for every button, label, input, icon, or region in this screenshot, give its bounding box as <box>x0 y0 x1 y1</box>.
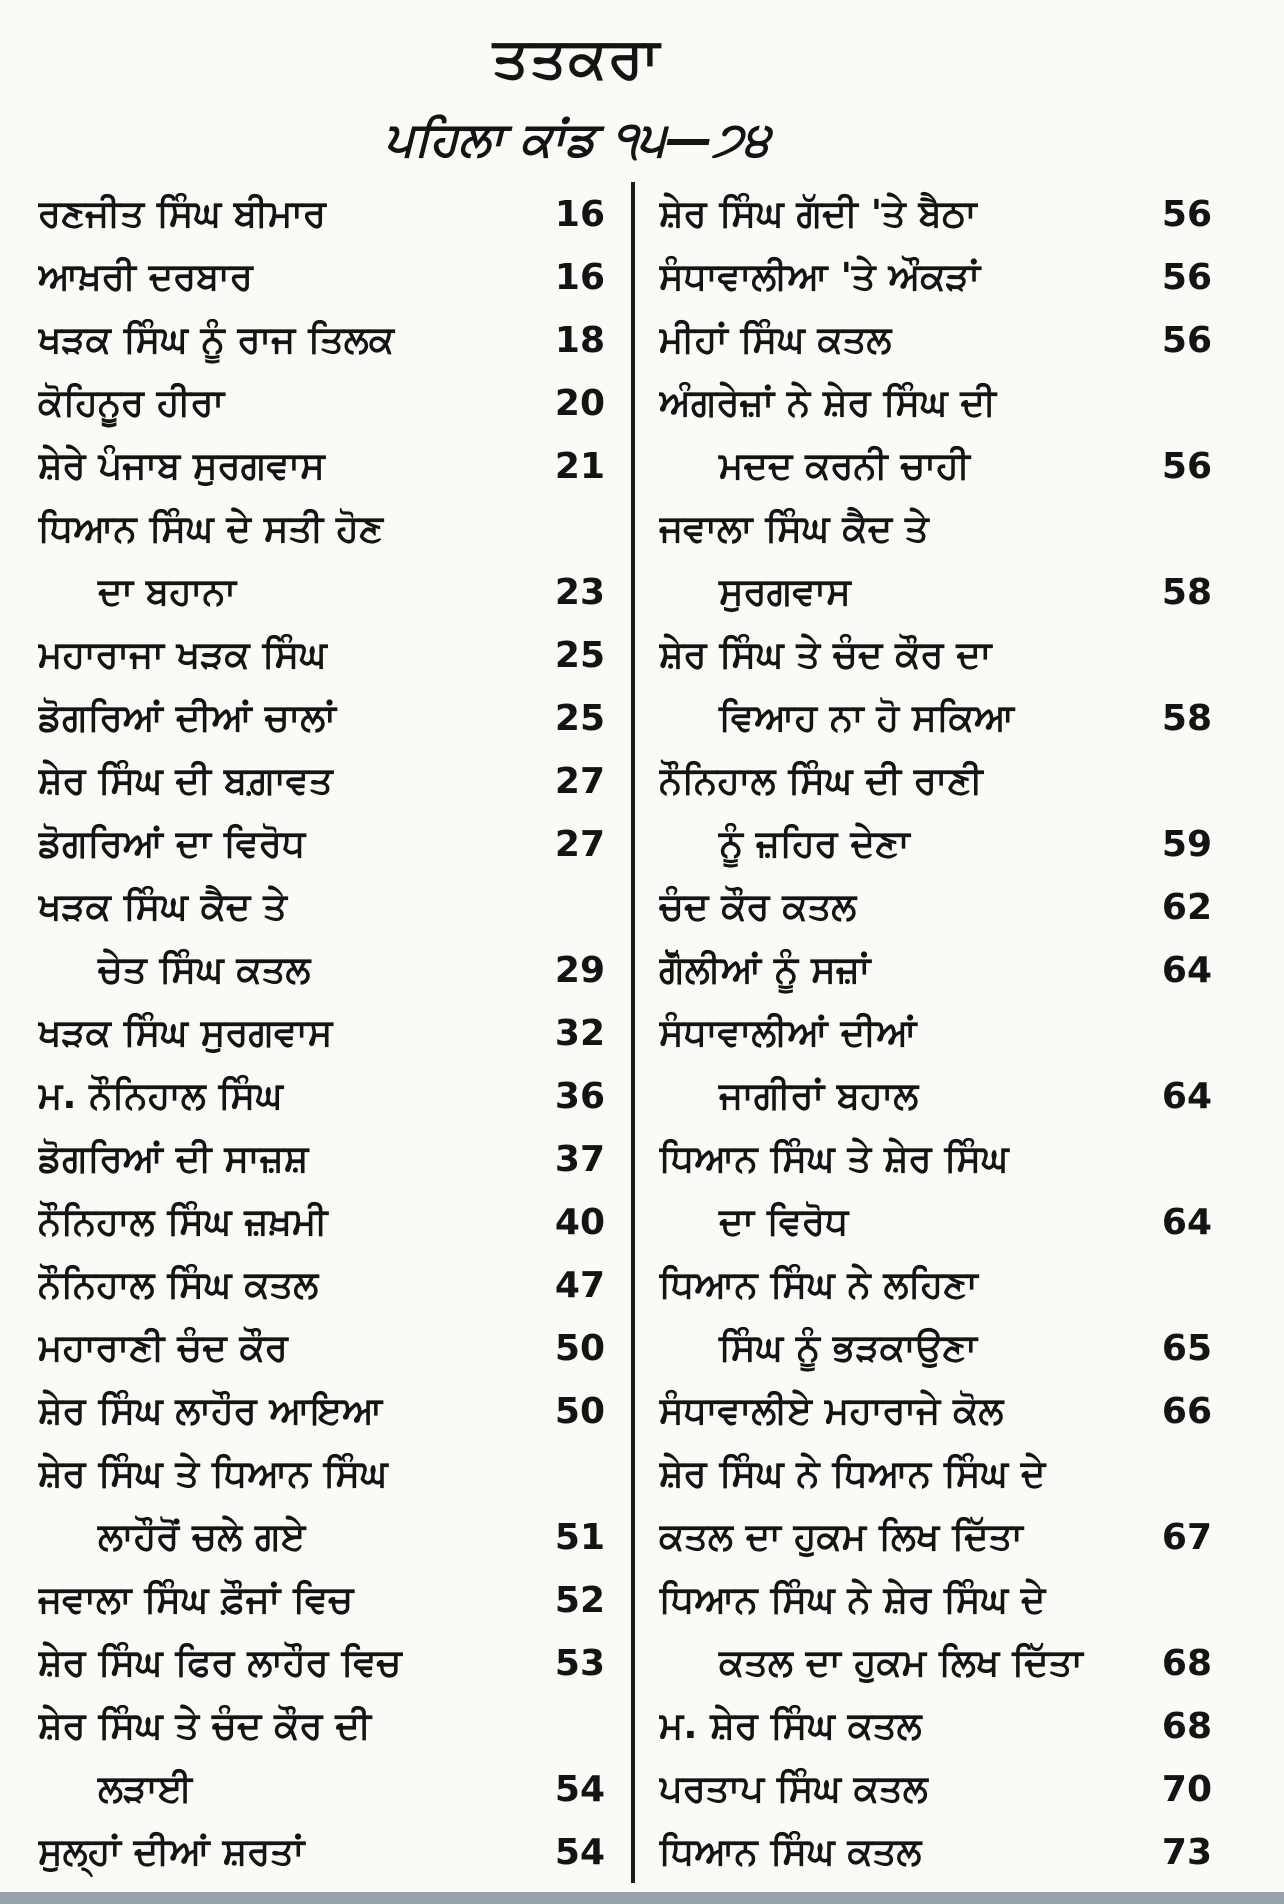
toc-entry-page: 37 <box>554 1139 605 1180</box>
toc-entry-line <box>659 875 1212 938</box>
toc-entry-title: ਜਾਗੀਰਾਂ ਬਹਾਲ <box>719 1074 919 1117</box>
toc-entry-line <box>38 245 605 308</box>
toc-entry-line <box>38 308 605 371</box>
toc-entry-page: 56 <box>1161 194 1212 235</box>
toc-entry-line <box>38 1505 605 1568</box>
page-subtitle: ਪਹਿਲਾ ਕਾਂਡ ੧੫—੭੪ <box>384 112 770 167</box>
toc-entry-page: 59 <box>1161 824 1212 865</box>
toc-entry-title: ਧਿਆਨ ਸਿੰਘ ਨੇ ਸ਼ੇਰ ਸਿੰਘ ਦੇ <box>659 1578 1046 1621</box>
toc-entry-title: ਸਿੰਘ ਨੂੰ ਭੜਕਾਉਣਾ <box>719 1326 977 1369</box>
toc-entry-line <box>659 1757 1212 1820</box>
toc-columns <box>0 182 1284 1883</box>
toc-entry-title: ਪਰਤਾਪ ਸਿੰਘ ਕਤਲ <box>659 1767 928 1810</box>
toc-entry-page: 54 <box>554 1769 605 1810</box>
toc-entry-title: ਸ਼ੇਰ ਸਿੰਘ ਤੇ ਚੰਦ ਕੌਰ ਦੀ <box>38 1704 371 1747</box>
toc-entry-line <box>38 686 605 749</box>
toc-entry-page: 27 <box>554 761 605 802</box>
toc-entry-line <box>38 1757 605 1820</box>
toc-entry-line <box>659 245 1212 308</box>
toc-entry-title: ਮ. ਨੌਨਿਹਾਲ ਸਿੰਘ <box>38 1074 283 1117</box>
toc-entry-line <box>38 938 605 1001</box>
toc-entry-page: 68 <box>1161 1643 1212 1684</box>
toc-entry-page: 21 <box>554 446 605 487</box>
toc-entry-title: ਅੰਗਰੇਜ਼ਾਂ ਨੇ ਸ਼ੇਰ ਸਿੰਘ ਦੀ <box>659 381 997 424</box>
toc-entry-line <box>659 1127 1212 1190</box>
toc-entry-line <box>659 308 1212 371</box>
toc-entry-page: 58 <box>1161 698 1212 739</box>
toc-entry-line <box>659 182 1212 245</box>
toc-entry-title: ਦਾ ਬਹਾਨਾ <box>98 570 237 613</box>
toc-entry-title: ਸ਼ੇਰ ਸਿੰਘ ਤੇ ਚੰਦ ਕੌਰ ਦਾ <box>659 633 992 676</box>
toc-entry-line <box>659 1379 1212 1442</box>
toc-entry-line <box>38 812 605 875</box>
toc-entry-line <box>38 1820 605 1883</box>
toc-entry-page: 53 <box>554 1643 605 1684</box>
toc-entry-page: 66 <box>1161 1391 1212 1432</box>
toc-entry-page: 56 <box>1161 446 1212 487</box>
toc-entry-title: ਮਹਾਰਾਜਾ ਖੜਕ ਸਿੰਘ <box>38 633 327 676</box>
toc-entry-title: ਧਿਆਨ ਸਿੰਘ ਕਤਲ <box>659 1830 922 1873</box>
toc-entry-line <box>38 560 605 623</box>
toc-entry-title: ਸੰਧਾਵਾਲੀਆ 'ਤੇ ਔਕੜਾਂ <box>659 255 981 298</box>
toc-entry-title: ਜਵਾਲਾ ਸਿੰਘ ਫ਼ੌਜਾਂ ਵਿਚ <box>38 1578 354 1621</box>
toc-entry-title: ਕਤਲ ਦਾ ਹੁਕਮ ਲਿਖ ਦਿੱਤਾ <box>659 1515 1023 1558</box>
toc-entry-line <box>38 749 605 812</box>
toc-entry-title: ਸ਼ੇਰ ਸਿੰਘ ਦੀ ਬਗ਼ਾਵਤ <box>38 759 333 802</box>
toc-entry-title: ਲਾਹੌਰੋਂ ਚਲੇ ਗਏ <box>98 1515 306 1558</box>
toc-entry-title: ਆਖ਼ਰੀ ਦਰਬਾਰ <box>38 255 253 298</box>
toc-entry-title: ਡੋਗਰਿਆਂ ਦੀਆਂ ਚਾਲਾਂ <box>38 696 336 739</box>
toc-entry-page: 64 <box>1161 1076 1212 1117</box>
toc-entry-title: ਖੜਕ ਸਿੰਘ ਸੁਰਗਵਾਸ <box>38 1011 333 1054</box>
toc-entry-line <box>659 434 1212 497</box>
toc-entry-line <box>659 1631 1212 1694</box>
toc-entry-page: 56 <box>1161 257 1212 298</box>
toc-entry-title: ਜਵਾਲਾ ਸਿੰਘ ਕੈਦ ਤੇ <box>659 507 929 550</box>
toc-entry-page: 51 <box>554 1517 605 1558</box>
toc-entry-title: ਖੜਕ ਸਿੰਘ ਕੈਦ ਤੇ <box>38 885 287 928</box>
toc-entry-page: 50 <box>554 1391 605 1432</box>
toc-entry-title: ਖੜਕ ਸਿੰਘ ਨੂੰ ਰਾਜ ਤਿਲਕ <box>38 318 395 361</box>
toc-entry-line <box>38 1253 605 1316</box>
toc-entry-title: ਸੁਲ੍ਹਾਂ ਦੀਆਂ ਸ਼ਰਤਾਂ <box>38 1830 305 1873</box>
toc-entry-line <box>659 1505 1212 1568</box>
toc-entry-page: 16 <box>554 257 605 298</box>
toc-entry-page: 73 <box>1161 1832 1212 1873</box>
toc-entry-page: 50 <box>554 1328 605 1369</box>
toc-entry-title: ਚੇਤ ਸਿੰਘ ਕਤਲ <box>98 948 311 991</box>
toc-entry-title: ਧਿਆਨ ਸਿੰਘ ਦੇ ਸਤੀ ਹੋਣ <box>38 507 383 550</box>
toc-entry-page: 16 <box>554 194 605 235</box>
toc-entry-line <box>659 812 1212 875</box>
toc-entry-line <box>38 371 605 434</box>
toc-entry-line <box>38 1442 605 1505</box>
toc-entry-title: ਸ਼ੇਰ ਸਿੰਘ ਗੱਦੀ 'ਤੇ ਬੈਠਾ <box>659 192 977 235</box>
toc-entry-page: 70 <box>1161 1769 1212 1810</box>
toc-entry-line <box>38 1568 605 1631</box>
toc-entry-line <box>38 1001 605 1064</box>
toc-entry-line <box>659 686 1212 749</box>
toc-entry-page: 25 <box>554 635 605 676</box>
toc-entry-page: 67 <box>1161 1517 1212 1558</box>
toc-header <box>0 0 1284 168</box>
toc-entry-title: ਸ਼ੇਰੇ ਪੰਜਾਬ ਸੁਰਗਵਾਸ <box>38 444 325 487</box>
toc-entry-line <box>659 1190 1212 1253</box>
toc-entry-page: 18 <box>554 320 605 361</box>
toc-entry-title: ਗੋੱਲੀਆਂ ਨੂੰ ਸਜ਼ਾਂ <box>659 948 871 991</box>
toc-entry-line <box>659 938 1212 1001</box>
toc-entry-title: ਮਹਾਰਾਣੀ ਚੰਦ ਕੌਰ <box>38 1326 288 1369</box>
toc-entry-line <box>659 497 1212 560</box>
toc-entry-line <box>659 1694 1212 1757</box>
toc-entry-line <box>38 434 605 497</box>
toc-entry-line <box>659 749 1212 812</box>
toc-entry-title: ਨੌਨਿਹਾਲ ਸਿੰਘ ਕਤਲ <box>38 1263 319 1306</box>
toc-entry-page: 56 <box>1161 320 1212 361</box>
toc-entry-line <box>38 1694 605 1757</box>
toc-entry-line <box>38 623 605 686</box>
toc-entry-line <box>38 1379 605 1442</box>
toc-entry-line <box>38 182 605 245</box>
toc-entry-page: 64 <box>1161 950 1212 991</box>
toc-entry-page: 27 <box>554 824 605 865</box>
toc-entry-page: 68 <box>1161 1706 1212 1747</box>
toc-entry-page: 23 <box>554 572 605 613</box>
toc-column-left <box>0 182 631 1883</box>
toc-entry-title: ਸੰਧਾਵਾਲੀਆਂ ਦੀਆਂ <box>659 1011 917 1054</box>
page-bottom-edge <box>0 1892 1284 1904</box>
toc-entry-page: 47 <box>554 1265 605 1306</box>
toc-entry-title: ਚੰਦ ਕੌਰ ਕਤਲ <box>659 885 857 928</box>
toc-entry-page: 62 <box>1161 887 1212 928</box>
toc-entry-line <box>38 1316 605 1379</box>
toc-entry-page: 29 <box>554 950 605 991</box>
toc-entry-title: ਮ. ਸ਼ੇਰ ਸਿੰਘ ਕਤਲ <box>659 1704 922 1747</box>
toc-entry-title: ਸ਼ੇਰ ਸਿੰਘ ਲਾਹੌਰ ਆਇਆ <box>38 1389 383 1432</box>
toc-entry-line <box>659 1820 1212 1883</box>
toc-entry-line <box>38 1064 605 1127</box>
toc-entry-line <box>659 1064 1212 1127</box>
toc-entry-title: ਦਾ ਵਿਰੋਧ <box>719 1200 849 1243</box>
toc-entry-line <box>659 1568 1212 1631</box>
toc-entry-title: ਧਿਆਨ ਸਿੰਘ ਤੇ ਸ਼ੇਰ ਸਿੰਘ <box>659 1137 1009 1180</box>
toc-entry-title: ਵਿਆਹ ਨਾ ਹੋ ਸਕਿਆ <box>719 696 1015 739</box>
toc-entry-page: 65 <box>1161 1328 1212 1369</box>
toc-entry-page: 36 <box>554 1076 605 1117</box>
toc-entry-page: 40 <box>554 1202 605 1243</box>
toc-entry-line <box>659 1316 1212 1379</box>
toc-entry-title: ਮਦਦ ਕਰਨੀ ਚਾਹੀ <box>719 444 970 487</box>
toc-entry-page: 20 <box>554 383 605 424</box>
toc-entry-line <box>38 497 605 560</box>
toc-entry-title: ਸ਼ੇਰ ਸਿੰਘ ਨੇ ਧਿਆਨ ਸਿੰਘ ਦੇ <box>659 1452 1046 1495</box>
toc-entry-title: ਸ਼ੇਰ ਸਿੰਘ ਤੇ ਧਿਆਨ ਸਿੰਘ <box>38 1452 388 1495</box>
toc-entry-page: 52 <box>554 1580 605 1621</box>
toc-entry-title: ਮੀਹਾਂ ਸਿੰਘ ਕਤਲ <box>659 318 892 361</box>
toc-entry-title: ਡੋਗਰਿਆਂ ਦੀ ਸਾਜ਼ਸ਼ <box>38 1137 309 1180</box>
toc-entry-line <box>38 1631 605 1694</box>
toc-entry-title: ਰਣਜੀਤ ਸਿੰਘ ਬੀਮਾਰ <box>38 192 326 235</box>
toc-entry-line <box>38 1127 605 1190</box>
toc-entry-page: 58 <box>1161 572 1212 613</box>
toc-entry-line <box>659 1442 1212 1505</box>
toc-entry-page: 32 <box>554 1013 605 1054</box>
toc-entry-page: 64 <box>1161 1202 1212 1243</box>
toc-entry-page: 54 <box>554 1832 605 1873</box>
toc-entry-line <box>659 1253 1212 1316</box>
toc-entry-line <box>659 623 1212 686</box>
toc-entry-title: ਕੋਹਿਨੂਰ ਹੀਰਾ <box>38 381 225 424</box>
toc-entry-title: ਨੌਨਿਹਾਲ ਸਿੰਘ ਦੀ ਰਾਣੀ <box>659 759 983 802</box>
toc-entry-title: ਡੋਗਰਿਆਂ ਦਾ ਵਿਰੋਧ <box>38 822 306 865</box>
toc-entry-title: ਸੰਧਾਵਾਲੀਏ ਮਹਾਰਾਜੇ ਕੋਲ <box>659 1389 1004 1432</box>
toc-entry-title: ਸ਼ੇਰ ਸਿੰਘ ਫਿਰ ਲਾਹੌਰ ਵਿਚ <box>38 1641 402 1684</box>
page-title: ਤਤਕਰਾ <box>492 26 662 91</box>
toc-entry-title: ਧਿਆਨ ਸਿੰਘ ਨੇ ਲਹਿਣਾ <box>659 1263 978 1306</box>
toc-entry-line <box>659 371 1212 434</box>
toc-entry-line <box>38 1190 605 1253</box>
toc-entry-page: 25 <box>554 698 605 739</box>
toc-entry-title: ਸੁਰਗਵਾਸ <box>719 570 851 613</box>
toc-entry-title: ਕਤਲ ਦਾ ਹੁਕਮ ਲਿਖ ਦਿੱਤਾ <box>719 1641 1083 1684</box>
toc-entry-title: ਨੌਨਿਹਾਲ ਸਿੰਘ ਜ਼ਖ਼ਮੀ <box>38 1200 328 1243</box>
toc-entry-title: ਨੂੰ ਜ਼ਹਿਰ ਦੇਣਾ <box>719 822 910 865</box>
toc-entry-line <box>38 875 605 938</box>
toc-entry-line <box>659 560 1212 623</box>
toc-column-right <box>635 182 1284 1883</box>
toc-entry-title: ਲੜਾਈ <box>98 1767 193 1810</box>
toc-entry-line <box>659 1001 1212 1064</box>
